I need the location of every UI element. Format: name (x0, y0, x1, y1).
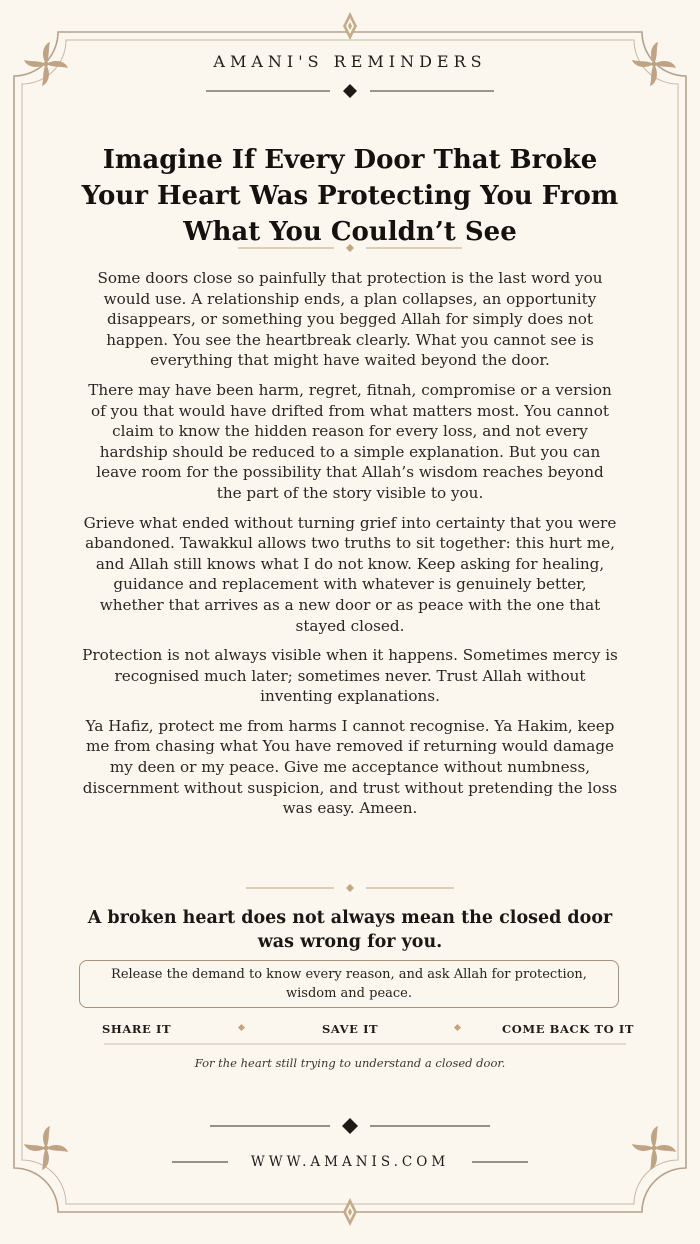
brand-name: AMANI'S REMINDERS (213, 52, 487, 71)
share-action[interactable]: SHARE IT (102, 1022, 172, 1036)
brand-divider (206, 84, 494, 98)
website-link[interactable]: WWW.AMANIS.COM (250, 1154, 450, 1170)
key-quote: A broken heart does not always mean the closed door was wrong for you. (87, 908, 613, 952)
body-paragraph: Some doors close so painfully that protection is the last word you would use. A relationship ends, a plan collapses, an opportunity disappears, or something you begged Allah for simply does not happen. You see the heartbreak clearly. What you cannot see is everything that might have waited beyond the door. (97, 269, 603, 370)
come-back-action[interactable]: COME BACK TO IT (502, 1022, 634, 1036)
body-paragraph: Protection is not always visible when it happens. Sometimes mercy is recognised much later; sometimes never. Trust Allah without inventing explanations. (82, 646, 618, 706)
separator-diamond-icon (454, 1024, 461, 1031)
quote-divider (246, 884, 454, 892)
dua-paragraph: Ya Hafiz, protect me from harms I cannot recognise. Ya Hakim, keep me from chasing what You have removed if returning would damage my deen or my peace. Give me acceptance without numbness, discernment without suspicion, and trust without pretending the loss was easy. Ameen. (82, 716, 618, 818)
body-paragraph: Grieve what ended without turning grief into certainty that you were abandoned. Tawakkul allows two truths to sit together: this hurt me, and Allah still knows what I do not know. Keep asking for healing, guidance and replacement with whatever is genuinely better, whether that arrives as a new door or as peace with the one that stayed closed. (83, 513, 617, 635)
callout-box (79, 960, 619, 1008)
bottom-diamond-ornament (343, 1198, 357, 1226)
save-action[interactable]: SAVE IT (322, 1022, 379, 1036)
callout-text: Release the demand to know every reason, and ask Allah for protection, wisdom and peace. (111, 967, 587, 1001)
body-paragraph: There may have been harm, regret, fitnah, compromise or a version of you that would have drifted from what matters most. You cannot claim to know the hidden reason for every loss, and not every hardship should be reduced to a simple explanation. But you can leave room for the possibility that Allah’s wisdom reaches beyond the part of the story visible to you. (88, 380, 612, 502)
footer-divider (210, 1118, 490, 1134)
separator-diamond-icon (238, 1024, 245, 1031)
tagline: For the heart still trying to understand a closed door. (194, 1056, 506, 1070)
headline: Imagine If Every Door That Broke Your Heart Was Protecting You From What You Couldn’t See (81, 145, 619, 247)
body-text (82, 268, 618, 828)
action-row (82, 1020, 642, 1040)
top-diamond-ornament (343, 12, 357, 40)
